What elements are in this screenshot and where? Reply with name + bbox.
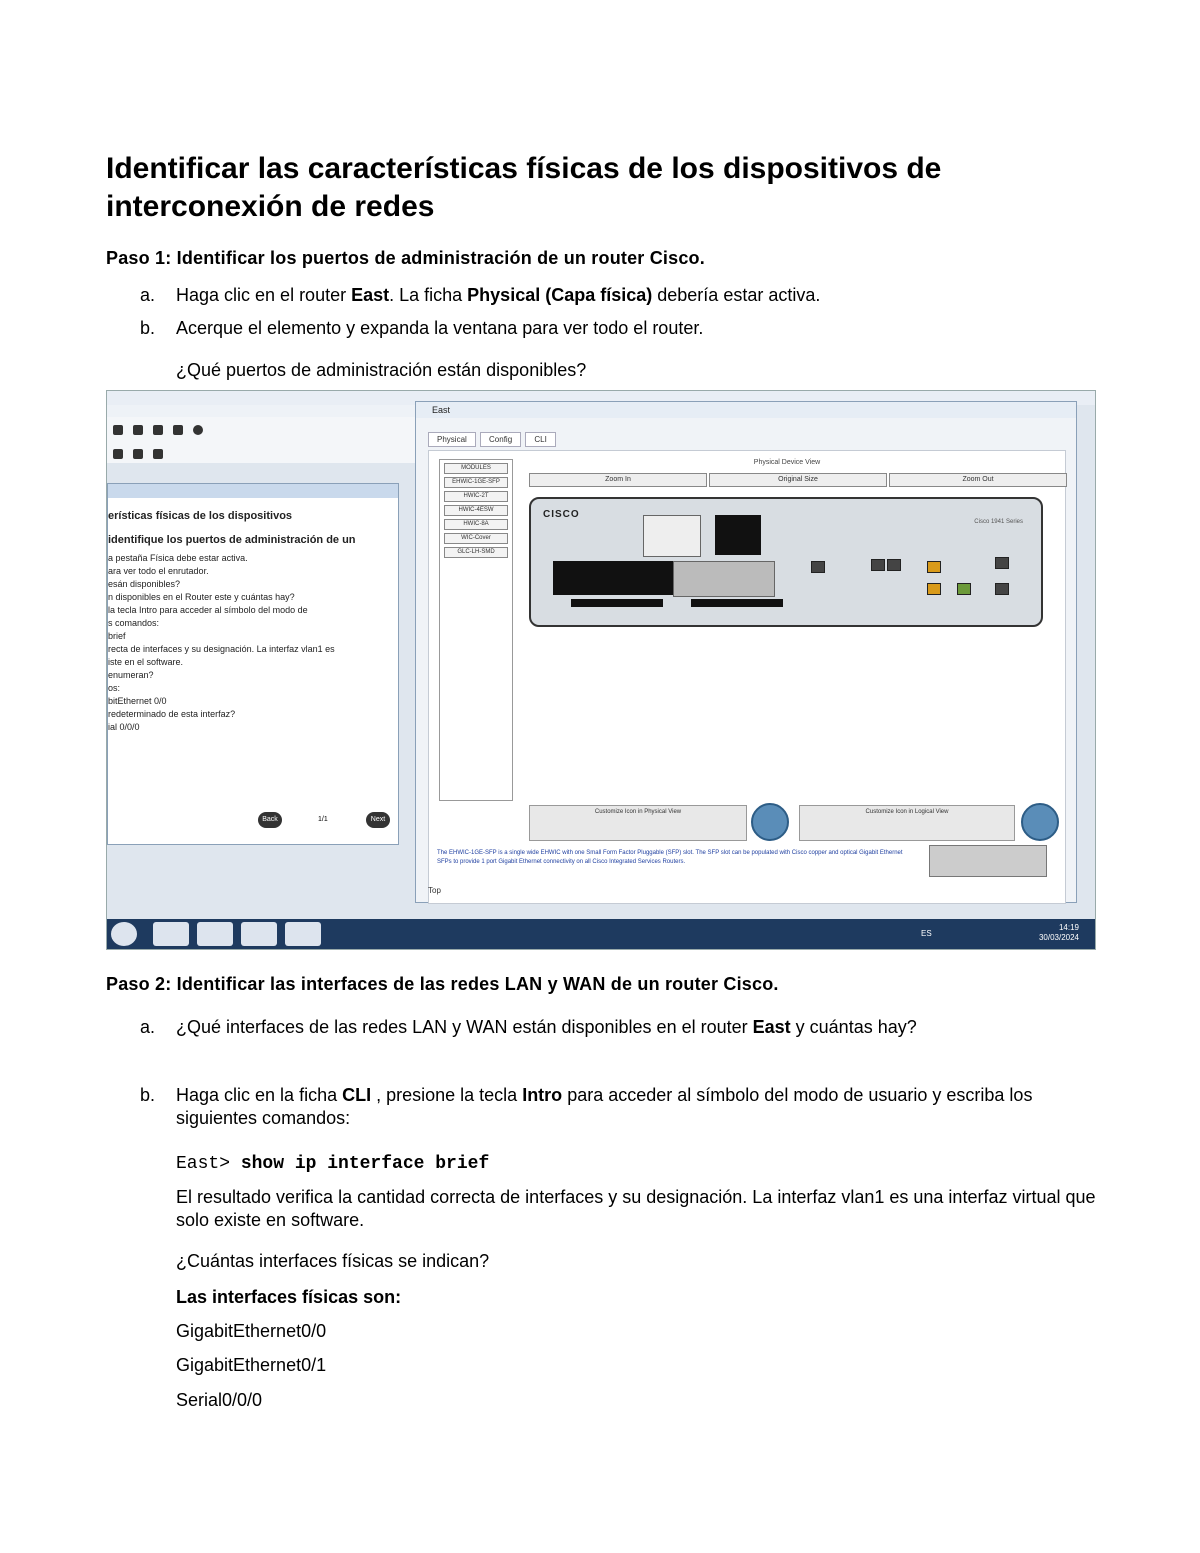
- dialog-line: n disponibles en el Router este y cuántas hay?: [108, 592, 295, 602]
- ethernet-port-icon[interactable]: [995, 557, 1009, 569]
- info-icon: [193, 425, 203, 435]
- interface-item: GigabitEthernet0/1: [176, 1355, 327, 1375]
- item-text: Haga clic en el router East. La ficha Physical (Capa física) debería estar activa.: [176, 285, 821, 305]
- dialog-line: brief: [108, 631, 126, 641]
- item-label: b.: [140, 1085, 156, 1105]
- physical-view-label: Physical Device View: [753, 459, 821, 466]
- modules-list: [439, 459, 513, 801]
- dialog-titlebar: [108, 484, 398, 498]
- router-chassis: [529, 497, 1043, 627]
- next-button[interactable]: Next: [366, 812, 390, 828]
- search-icon: [133, 449, 143, 459]
- item-text: Haga clic en la ficha CLI , presione la tecla Intro para acceder al símbolo del modo de usuario y escriba los siguientes comandos:: [176, 1085, 1033, 1128]
- ehwic-slot-0[interactable]: [553, 561, 673, 595]
- new-file-icon: [113, 425, 123, 435]
- tab-cli[interactable]: CLI: [525, 432, 555, 447]
- physical-panel: [428, 450, 1066, 904]
- windows-taskbar: [107, 919, 1095, 949]
- resize-icon: [153, 449, 163, 459]
- clock-date: 30/03/2024: [1038, 933, 1079, 942]
- gigabit-port-0-icon[interactable]: [927, 561, 941, 573]
- customize-logical-button[interactable]: Customize Icon in Logical View: [799, 805, 1015, 841]
- select-icon: [113, 449, 123, 459]
- module-item[interactable]: WIC-Cover: [444, 533, 508, 544]
- power-module-icon: [715, 515, 761, 555]
- step1-heading: Paso 1: Identificar los puertos de administración de un router Cisco.: [106, 248, 705, 268]
- clock: [1039, 923, 1079, 943]
- dialog-line: bitEthernet 0/0: [108, 696, 167, 706]
- dialog-line: recta de interfaces y su designación. La interfaz vlan1 es: [108, 644, 335, 654]
- aux-port-icon[interactable]: [887, 559, 901, 571]
- command-prompt: East>: [176, 1154, 241, 1174]
- window-title: East: [416, 402, 1076, 418]
- dialog-line: erísticas físicas de los dispositivos: [108, 510, 293, 522]
- device-tabs: [428, 432, 558, 447]
- dialog-text: [108, 504, 380, 734]
- module-card-image: [929, 845, 1047, 877]
- dialog-line: ara ver todo el enrutador.: [108, 566, 209, 576]
- result-text: El resultado verifica la cantidad correcta de interfaces y su designación. La interfaz vlan1 es una interfaz virtual que solo existe en software.: [176, 1187, 1096, 1230]
- power-switch[interactable]: [643, 515, 701, 557]
- packet-tracer-icon[interactable]: [285, 922, 321, 946]
- zoom-in-button[interactable]: Zoom In: [529, 473, 707, 487]
- save-icon: [153, 425, 163, 435]
- dialog-line: a pestaña Física debe estar activa.: [108, 553, 248, 563]
- firefox-icon[interactable]: [197, 922, 233, 946]
- command-text: show ip interface brief: [240, 1154, 490, 1174]
- series-label: Cisco 1941 Series: [974, 519, 1023, 525]
- command-line: [176, 1153, 1096, 1176]
- language-indicator: ES: [921, 929, 932, 938]
- interface-item: GigabitEthernet0/0: [176, 1321, 327, 1341]
- app-toolbar: [107, 417, 417, 463]
- tab-physical[interactable]: Physical: [428, 432, 476, 447]
- sfp-port-icon[interactable]: [957, 583, 971, 595]
- dialog-line: s comandos:: [108, 618, 160, 628]
- item-label: b.: [140, 318, 156, 338]
- step2-heading: Paso 2: Identificar las interfaces de las redes LAN y WAN de un router Cisco.: [106, 974, 779, 994]
- console-port-icon[interactable]: [871, 559, 885, 571]
- east-router-window: [415, 401, 1077, 903]
- instructions-dialog: [107, 483, 399, 845]
- start-button[interactable]: [111, 922, 137, 946]
- tab-config[interactable]: Config: [480, 432, 521, 447]
- module-item[interactable]: HWIC-8A: [444, 519, 508, 530]
- compact-flash-1: [691, 599, 783, 607]
- item-text: ¿Qué interfaces de las redes LAN y WAN están disponibles en el router East y cuántas hay?: [176, 1017, 917, 1037]
- back-button[interactable]: Back: [258, 812, 282, 828]
- packet-tracer-screenshot: [106, 390, 1096, 950]
- page-title: Identificar las características físicas de los dispositivos de interconexión de redes: [106, 152, 942, 223]
- dialog-line: enumeran?: [108, 670, 154, 680]
- clock-time: 14:19: [1058, 923, 1079, 932]
- zoom-out-button[interactable]: Zoom Out: [889, 473, 1067, 487]
- module-item[interactable]: HWIC-2T: [444, 491, 508, 502]
- open-folder-icon: [133, 425, 143, 435]
- dialog-line: redeterminado de esta interfaz?: [108, 709, 236, 719]
- original-size-button[interactable]: Original Size: [709, 473, 887, 487]
- page-indicator: 1/1: [318, 816, 328, 823]
- router-icon: [1021, 803, 1059, 841]
- answer-heading: Las interfaces físicas son:: [176, 1287, 402, 1307]
- dialog-line: identifique los puertos de administración de un: [108, 534, 356, 546]
- step2-question: ¿Cuántas interfaces físicas se indican?: [176, 1251, 490, 1271]
- interface-item: Serial0/0/0: [176, 1390, 263, 1410]
- compact-flash-0: [571, 599, 663, 607]
- ehwic-slot-1[interactable]: [673, 561, 775, 597]
- module-item[interactable]: EHWIC-1GE-SFP: [444, 477, 508, 488]
- usb-port-icon: [811, 561, 825, 573]
- module-item[interactable]: HWIC-4ESW: [444, 505, 508, 516]
- explorer-icon[interactable]: [153, 922, 189, 946]
- dialog-line: la tecla Intro para acceder al símbolo del modo de: [108, 605, 308, 615]
- module-item[interactable]: GLC-LH-SMD: [444, 547, 508, 558]
- item-label: a.: [140, 285, 156, 305]
- dialog-line: iste en el software.: [108, 657, 184, 667]
- step1-question: ¿Qué puertos de administración están disponibles?: [176, 360, 587, 380]
- module-description: The EHWIC-1GE-SFP is a single wide EHWIC with one Small Form Factor Pluggable (SFP) slot. The SFP slot can be populated with Cisco copper and optical Gigabit Ethernet SFPs to provide 1 port Gigabit Ethernet connectivity on all Cisco Integrated Services Routers.: [437, 850, 903, 865]
- cisco-logo: CISCO: [543, 509, 580, 520]
- dialog-line: ial 0/0/0: [108, 722, 140, 732]
- module-item[interactable]: MODULES: [444, 463, 508, 474]
- item-label: a.: [140, 1017, 156, 1037]
- print-icon: [173, 425, 183, 435]
- top-checkbox[interactable]: Top: [428, 886, 441, 895]
- dialog-line: esán disponibles?: [108, 579, 181, 589]
- customize-physical-button[interactable]: Customize Icon in Physical View: [529, 805, 747, 841]
- router-icon: [751, 803, 789, 841]
- app-menubar: [107, 405, 417, 417]
- ethernet-port-icon[interactable]: [995, 583, 1009, 595]
- gigabit-port-1-icon[interactable]: [927, 583, 941, 595]
- dialog-line: os:: [108, 683, 121, 693]
- word-icon[interactable]: [241, 922, 277, 946]
- item-text: Acerque el elemento y expanda la ventana para ver todo el router.: [176, 318, 704, 338]
